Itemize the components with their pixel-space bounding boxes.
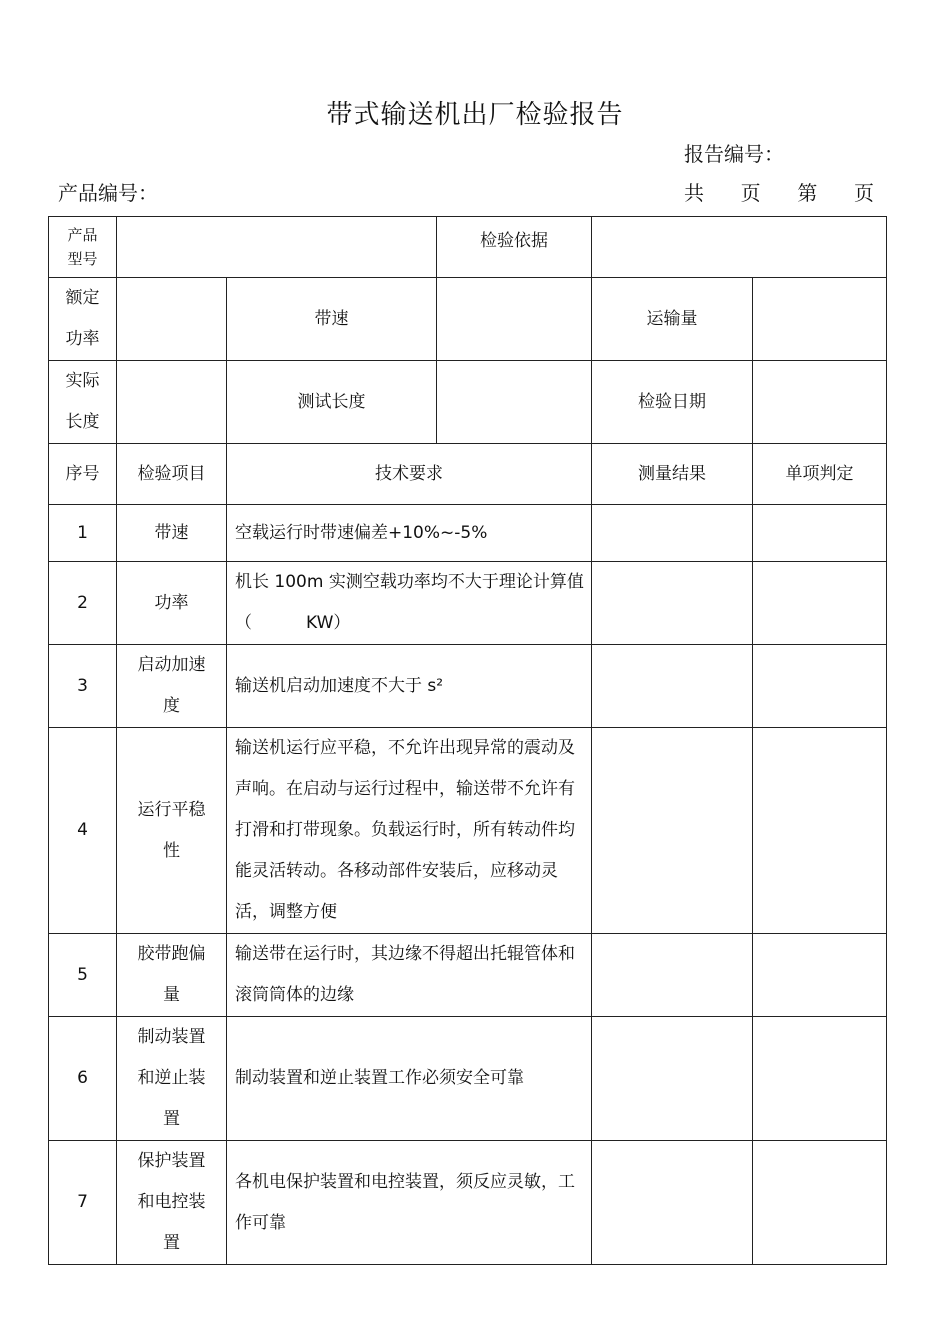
col-header-no: 序号 (49, 444, 117, 505)
row-no: 6 (49, 1017, 117, 1141)
info-row-length (49, 361, 887, 444)
row-requirement: 制动装置和逆止装置工作必须安全可靠 (227, 1017, 592, 1141)
row-result[interactable] (592, 562, 753, 645)
row-judgement[interactable] (753, 934, 887, 1017)
row-result[interactable] (592, 645, 753, 728)
date-label: 检验日期 (592, 361, 753, 444)
row-no: 2 (49, 562, 117, 645)
row-judgement[interactable] (753, 562, 887, 645)
row-judgement[interactable] (753, 1141, 887, 1265)
power-label: 额定功率 (49, 278, 117, 361)
report-number-label: 报告编号： (684, 142, 784, 166)
page-label-1: 页 (740, 181, 761, 205)
belt-speed-value[interactable] (437, 278, 592, 361)
row-item: 制动装置和逆止装置 (117, 1017, 227, 1141)
row-no: 3 (49, 645, 117, 728)
table-row (49, 505, 887, 562)
test-length-label: 测试长度 (227, 361, 437, 444)
power-value[interactable] (117, 278, 227, 361)
row-result[interactable] (592, 1017, 753, 1141)
col-header-item: 检验项目 (117, 444, 227, 505)
row-no: 4 (49, 728, 117, 934)
row-result[interactable] (592, 728, 753, 934)
table-row (49, 728, 887, 934)
basis-label: 检验依据 (437, 217, 592, 278)
length-label: 实际长度 (49, 361, 117, 444)
row-item: 保护装置和电控装置 (117, 1141, 227, 1265)
model-label: 产品型号 (49, 217, 117, 278)
row-no: 1 (49, 505, 117, 562)
length-value[interactable] (117, 361, 227, 444)
col-header-requirement: 技术要求 (227, 444, 592, 505)
inspection-table (48, 216, 887, 1265)
table-row (49, 1017, 887, 1141)
col-header-result: 测量结果 (592, 444, 753, 505)
page-label-2: 页 (853, 181, 874, 205)
row-item: 运行平稳性 (117, 728, 227, 934)
belt-speed-label: 带速 (227, 278, 437, 361)
report-title: 带式输送机出厂检验报告 (326, 100, 624, 130)
row-item: 启动加速度 (117, 645, 227, 728)
date-value[interactable] (753, 361, 887, 444)
row-judgement[interactable] (753, 505, 887, 562)
info-row-model (49, 217, 887, 278)
row-requirement: 输送带在运行时，其边缘不得超出托辊管体和滚筒筒体的边缘 (227, 934, 592, 1017)
row-result[interactable] (592, 934, 753, 1017)
row-requirement: 输送机启动加速度不大于 s² (227, 645, 592, 728)
row-item: 胶带跑偏量 (117, 934, 227, 1017)
product-number-label: 产品编号： (58, 181, 158, 205)
info-row-power (49, 278, 887, 361)
table-row (49, 1141, 887, 1265)
row-item: 功率 (117, 562, 227, 645)
row-judgement[interactable] (753, 645, 887, 728)
test-length-value[interactable] (437, 361, 592, 444)
table-row (49, 645, 887, 728)
capacity-value[interactable] (753, 278, 887, 361)
row-result[interactable] (592, 505, 753, 562)
row-item: 带速 (117, 505, 227, 562)
row-requirement: 机长 100m 实测空载功率均不大于理论计算值（ KW） (227, 562, 592, 645)
row-result[interactable] (592, 1141, 753, 1265)
table-row (49, 934, 887, 1017)
row-no: 5 (49, 934, 117, 1017)
row-judgement[interactable] (753, 1017, 887, 1141)
col-header-judgement: 单项判定 (753, 444, 887, 505)
nth-label: 第 (797, 181, 818, 205)
row-judgement[interactable] (753, 728, 887, 934)
row-requirement: 空载运行时带速偏差+10%~-5% (227, 505, 592, 562)
page-counter (684, 177, 874, 206)
row-no: 7 (49, 1141, 117, 1265)
row-requirement: 输送机运行应平稳，不允许出现异常的震动及声响。在启动与运行过程中，输送带不允许有打滑和打带现象。负载运行时，所有转动件均能灵活转动。各移动部件安装后，应移动灵活，调整方便 (227, 728, 592, 934)
row-requirement: 各机电保护装置和电控装置，须反应灵敏，工作可靠 (227, 1141, 592, 1265)
basis-value[interactable] (592, 217, 887, 278)
capacity-label: 运输量 (592, 278, 753, 361)
column-header-row (49, 444, 887, 505)
total-label: 共 (684, 181, 704, 205)
table-row (49, 562, 887, 645)
model-value[interactable] (117, 217, 437, 278)
